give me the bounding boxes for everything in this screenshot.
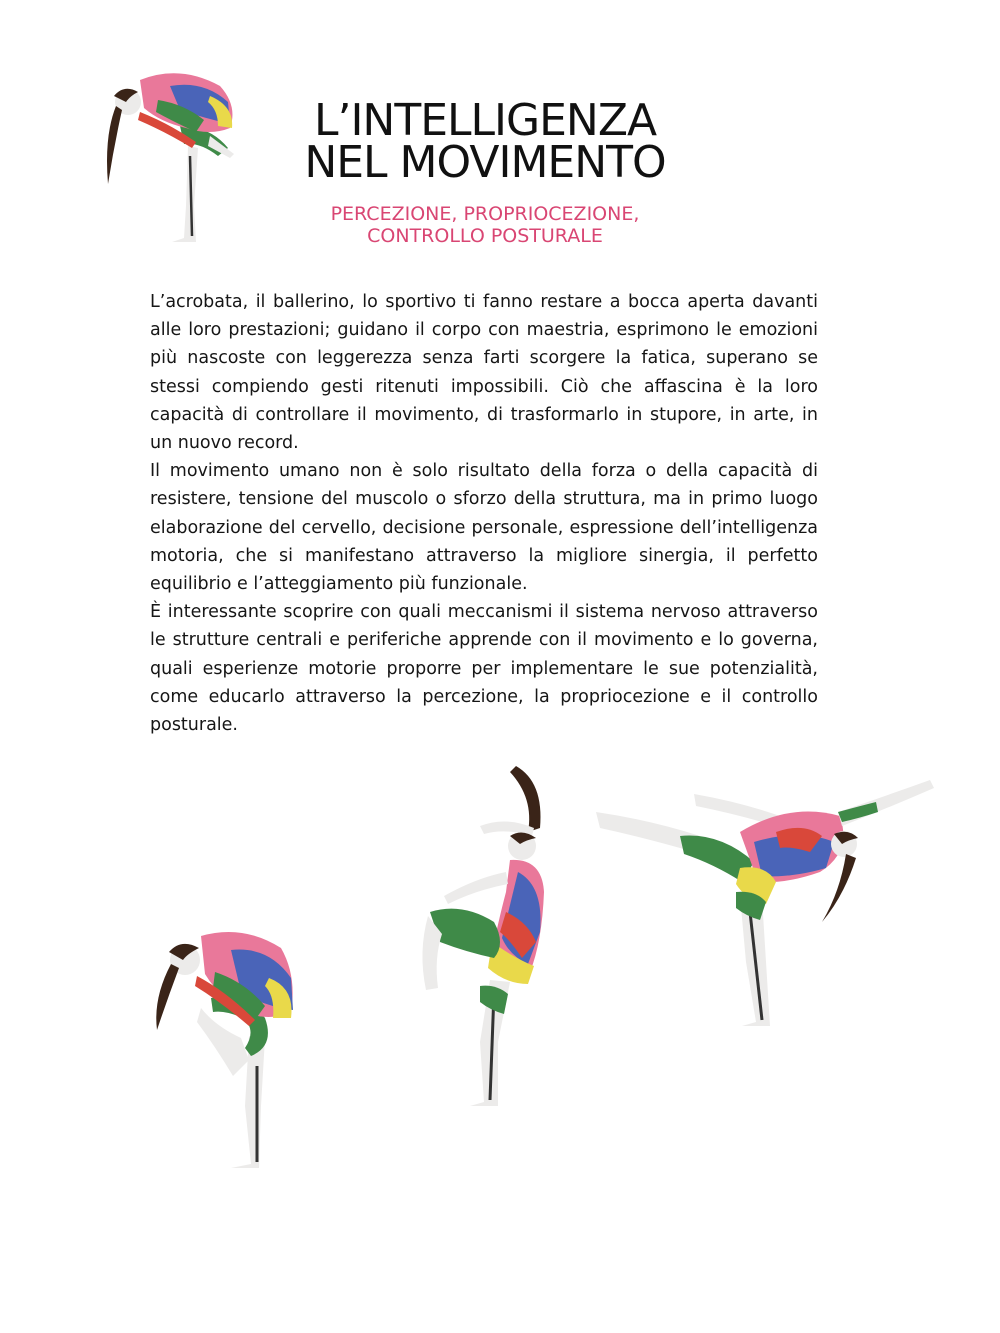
subtitle-line-2: CONTROLLO POSTURALE	[367, 225, 603, 247]
body-text	[150, 288, 818, 739]
body-paragraph-3: È interessante scoprire con quali meccanismi il sistema nervoso attraverso le strutture centrali e periferiche apprende con il movimento e lo governa, quali esperienze motorie proporre per implementare le sue potenzialità, come educarlo attraverso la percezione, la propriocezione e il controllo posturale.	[150, 602, 818, 736]
body-paragraph-2: Il movimento umano non è solo risultato della forza o della capacità di resistere, tensione del muscolo o sforzo della struttura, ma in primo luogo elaborazione del cervello, decisione personale, espressione dell’intelligenza motoria, che si manifestano attraverso la migliore sinergia, il perfetto equilibrio e l’atteggiamento più funzionale.	[150, 461, 818, 595]
title-line-2: NEL MOVIMENTO	[304, 137, 666, 188]
body-paragraph-1: L’acrobata, il ballerino, lo sportivo ti fanno restare a bocca aperta davanti alle loro prestazioni; guidano il corpo con maestria, esprimono le emozioni più nascoste con leggerezza senza farti scorgere la fatica, superano se stessi compiendo gesti ritenuti impossibili. Ciò che affascina è la loro capacità di controllare il movimento, di trasformarlo in stupore, in arte, in un nuovo record.	[150, 292, 818, 454]
title-line-1: L’INTELLIGENZA	[313, 95, 657, 146]
dancer-crouch-small-figure	[100, 66, 240, 248]
dancer-rise-figure	[410, 762, 560, 1112]
dancer-arabesque-figure	[590, 772, 940, 1032]
dancer-figure-icon	[145, 926, 305, 1176]
dancer-figure-icon	[100, 66, 240, 248]
subtitle-line-1: PERCEZIONE, PROPRIOCEZIONE,	[330, 203, 640, 225]
dancer-crouch-figure	[145, 926, 305, 1176]
page-subtitle	[285, 203, 685, 247]
dancer-figure-icon	[590, 772, 940, 1032]
dancer-figure-icon	[410, 762, 560, 1112]
page-title	[270, 95, 700, 188]
